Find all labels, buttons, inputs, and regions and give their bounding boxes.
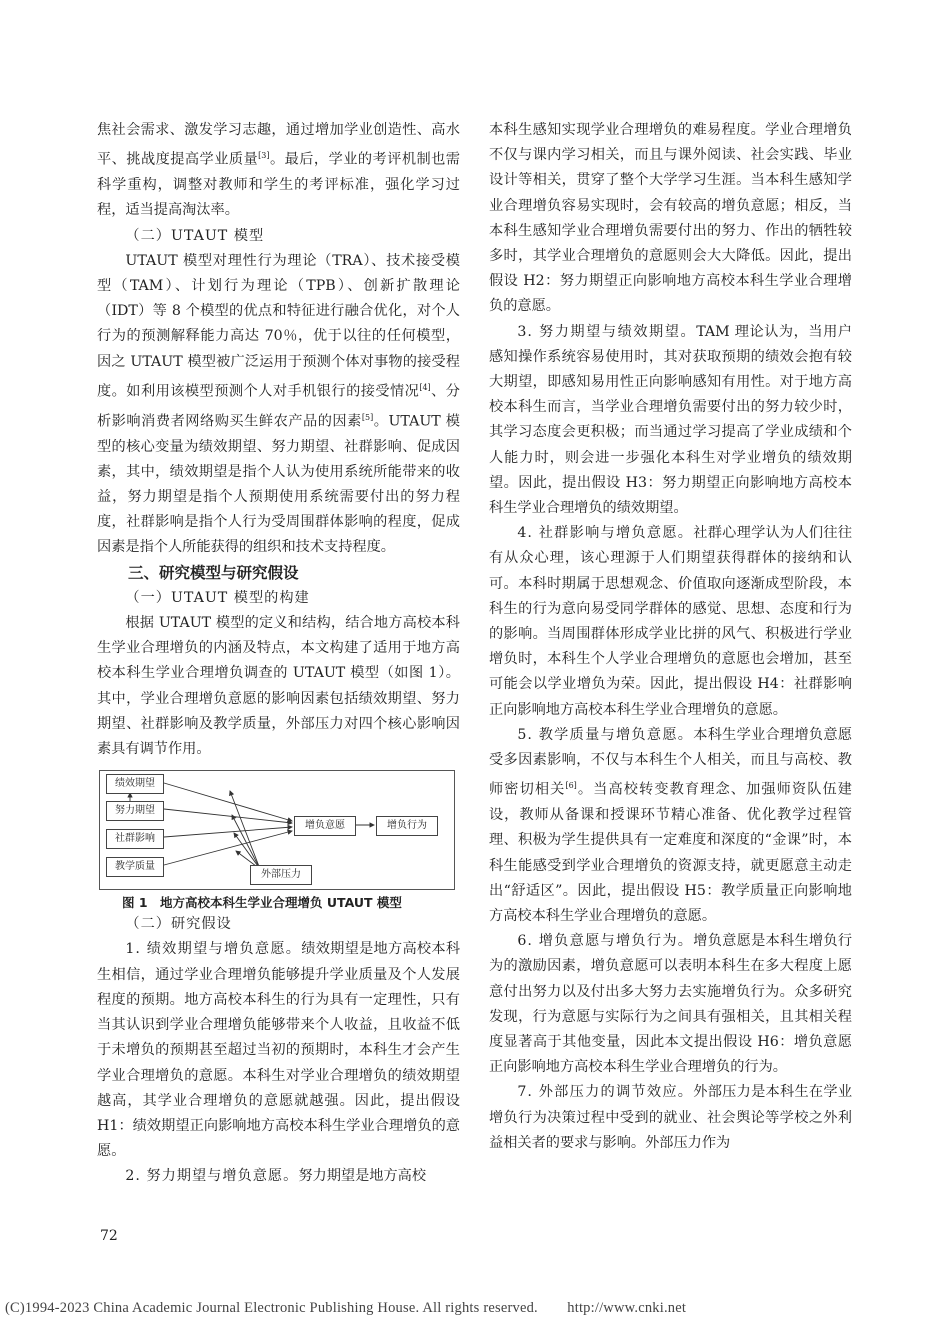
paragraph: [97, 937, 460, 1164]
box-social-influence: 社群影响: [106, 829, 164, 849]
paragraph-text: 。当高校转变教育理念、加强师资队伍建设，教师从备课和授课环节精心准备、优化教学过程管理、积极为学生提供具有一定难度和深度的“金课”时，本科生能感受到学业合理增负的资源支持，就更愿意主动走出“舒适区”。因此，提出假设 H5：教学质量正向影响地方高校本科生学业合理增负的意愿。: [489, 782, 852, 925]
hypothesis-title: 7. 外部压力的调节效应。: [517, 1084, 694, 1101]
paragraph-text: 增负意愿是本科生增负行为的激励因素，增负意愿可以表明本科生在多大程度上愿意付出努力以及付出多大努力去实施增负行为。众多研究发现，行为意愿与实际行为之间具有强相关，且其相关程度显著高于其他变量，因此本文提出假设 H6：增负意愿正向影响地方高校本科生学业合理增负的行为。: [489, 933, 853, 1076]
paragraph-text: 。最后，学业的考评机制也需科学重构，调整对教师和学生的考评标准，强化学习过程，适当提高淘汰率。: [97, 151, 460, 219]
copyright-footer: (C)1994-2023 China Academic Journal Electronic Publishing House. All rights reserved. http://www.cnki.net: [5, 1300, 687, 1316]
arrow-h2: [164, 809, 292, 823]
arrow-moderator-3: [234, 833, 260, 869]
paragraph-text: 努力期望是地方高校: [298, 1168, 427, 1185]
left-column: [97, 118, 460, 1190]
paragraph: [489, 929, 852, 1080]
paragraph: [97, 118, 460, 224]
paragraph: [97, 1164, 460, 1189]
citation-ref[interactable]: [3]: [258, 151, 270, 161]
paragraph-text: 外部压力是本科生在学业增负行为决策过程中受到的就业、社会舆论等学校之外利益相关者的要求与影响。外部压力作为: [489, 1084, 853, 1151]
citation-ref[interactable]: [5]: [361, 412, 374, 422]
figure-utaut-model: [99, 770, 455, 890]
section-heading: 三、研究模型与研究假设: [128, 563, 299, 582]
arrow-h5: [164, 831, 292, 865]
right-column: [489, 118, 852, 1156]
paragraph: [97, 249, 460, 561]
paragraph: 根据 UTAUT 模型的定义和结构，结合地方高校本科生学业合理增负的内涵及特点，本文构建了适用于地方高校本科生学业合理增负调查的 UTAUT 模型（如图 1）。其中，学业合理增负意愿的影响因素包括绩效期望、努力期望、社群影响及教学质量，外部压力对四个核心影响因素具有调节作用。: [97, 615, 460, 758]
subsection-heading: （二）UTAUT 模型: [125, 227, 265, 244]
citation-ref[interactable]: [6]: [565, 781, 577, 791]
hypothesis-title: 6. 增负意愿与增负行为。: [517, 933, 694, 950]
paragraph-text: 焦社会需求、激发学习志趣，通过增加学业创造性、高水平、挑战度提高学业质量: [97, 122, 460, 168]
subsection-heading: （一）UTAUT 模型的构建: [125, 589, 310, 606]
paragraph: [489, 723, 852, 929]
arrow-moderator-2: [232, 815, 260, 869]
paragraph-text: TAM 理论认为，当用户感知操作系统容易使用时，其对获取预期的绩效会抱有较大期望，即感知易用性正向影响感知有用性。对于地方高校本科生而言，当学业合理增负需要付出的努力较少时，其学习态度会更积极；而当通过学习提高了学业成绩和个人能力时，则会进一步强化本科生对学业增负的绩效期望。因此，提出假设 H3：努力期望正向影响地方高校本科生学业合理增负的绩效期望。: [489, 323, 852, 517]
citation-ref[interactable]: [4]: [419, 382, 431, 392]
hypothesis-title: 4. 社群影响与增负意愿。: [517, 525, 694, 542]
arrow-h4: [164, 827, 292, 837]
subsection-heading: （二）研究假设: [125, 916, 232, 933]
hypothesis-title: 2. 努力期望与增负意愿。: [125, 1168, 299, 1185]
paragraph: [489, 1080, 852, 1156]
box-teaching-quality: 教学质量: [106, 857, 164, 877]
paragraph: [489, 320, 852, 522]
paragraph-text: 。UTAUT 模型的核心变量为绩效期望、努力期望、社群影响、促成因素，其中，绩效期望是指个人认为使用系统所能带来的收益，努力期望是指个人预期使用系统需要付出的努力程度，社群影响是指个人行为受周围群体影响的程度，促成因素是指个人所能获得的组织和技术支持程度。: [97, 413, 460, 556]
hypothesis-title: 5. 教学质量与增负意愿。: [517, 726, 694, 743]
paragraph-text: 绩效期望是地方高校本科生相信，通过学业合理增负能够提升学业质量及个人发展程度的预期。地方高校本科生的行为具有一定理性，只有当其认识到学业合理增负能够带来个人收益，且收益不低于未增负的预期甚至超过当初的预期时，本科生才会产生学业合理增负的意愿。本科生对学业合理增负的绩效期望越高，其学业合理增负的意愿就越强。因此，提出假设 H1：绩效期望正向影响地方高校本科生学业合理增负的意愿。: [97, 941, 461, 1160]
box-performance-expectancy: 绩效期望: [106, 774, 164, 794]
box-external-pressure: 外部压力: [250, 865, 312, 885]
box-effort-expectancy: 努力期望: [106, 801, 164, 821]
paragraph: [489, 521, 852, 723]
figure-caption: 图 1 地方高校本科生学业合理增负 UTAUT 模型: [122, 895, 402, 911]
box-intention: 增负意愿: [294, 816, 356, 836]
arrow-h1: [164, 783, 292, 821]
hypothesis-title: 3. 努力期望与绩效期望。: [517, 323, 697, 340]
paragraph: 本科生感知实现学业合理增负的难易程度。学业合理增负不仅与课内学习相关，而且与课外阅读、社会实践、毕业设计等相关，贯穿了整个大学学习生涯。当本科生感知学业合理增负容易实现时，会有较高的增负意愿；相反，当本科生感知学业合理增负需要付出的努力、作出的牺牲较多时，其学业合理增负的意愿则会大大降低。因此，提出假设 H2：努力期望正向影响地方高校本科生学业合理增负的意愿。: [489, 122, 852, 315]
page-number: 72: [100, 1228, 118, 1244]
paragraph-text: 社群心理学认为人们往往有从众心理，该心理源于人们期望获得群体的接纳和认可。本科时期属于思想观念、价值取向逐渐成型阶段，本科生的行为意向易受同学群体的感觉、思想、态度和行为的影响。当周围群体形成学业比拼的风气、积极进行学业增负时，本科生个人学业合理增负的意愿也会增加，甚至可能会以学业增负为荣。因此，提出假设 H4：社群影响正向影响地方高校本科生学业合理增负的意愿。: [489, 525, 853, 718]
box-behavior: 增负行为: [376, 816, 438, 836]
hypothesis-title: 1. 绩效期望与增负意愿。: [125, 941, 302, 958]
paragraph-text: 、分析影响消费者网络购买生鲜农产品的因素: [97, 383, 460, 430]
paragraph-text: 本科生学业合理增负意愿受多因素影响，不仅与本科生个人相关，而且与高校、教师密切相关: [489, 726, 853, 799]
paragraph-text: UTAUT 模型对理性行为理论（TRA）、技术接受模型（TAM）、计划行为理论（TPB）、创新扩散理论（IDT）等 8 个模型的优点和特征进行融合优化，对个人行为的预测解释能力高达 70％，优于以往的任何模型，因之 UTAUT 模型被广泛运用于预测个体对事物的接受程度。如利用该模型预测个人对手机银行的接受情况: [97, 252, 460, 400]
